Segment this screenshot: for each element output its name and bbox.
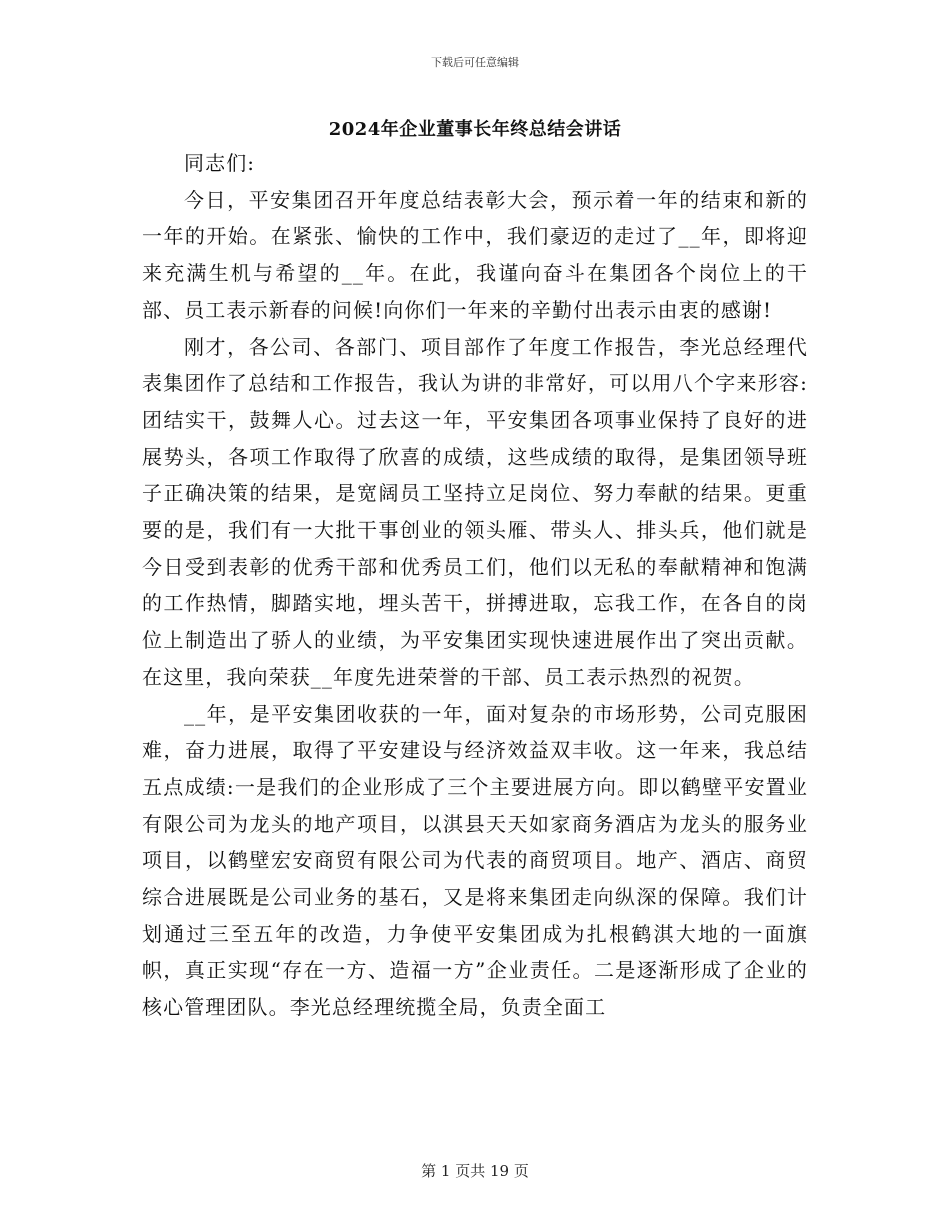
paragraph-2: 刚才，各公司、各部门、项目部作了年度工作报告，李光总经理代表集团作了总结和工作报告，我认为讲的非常好，可以用八个字来形容:团结实干，鼓舞人心。过去这一年，平安集团各项事业保持了良好的进展势头，各项工作取得了欣喜的成绩，这些成绩的取得，是集团领导班子正确决策的结果，是宽阔员工坚持立足岗位、努力奉献的结果。更重要的是，我们有一大批干事创业的领头雁、带头人、排头兵，他们就是今日受到表彰的优秀干部和优秀员工们，他们以无私的奉献精神和饱满的工作热情，脚踏实地，埋头苦干，拼搏进取，忘我工作，在各自的岗位上制造出了骄人的业绩，为平安集团实现快速进展作出了突出贡献。在这里，我向荣获__年度先进荣誉的干部、员工表示热烈的祝贺。: [142, 334, 808, 689]
paragraph-1: 今日，平安集团召开年度总结表彰大会，预示着一年的结束和新的一年的开始。在紧张、愉快的工作中，我们豪迈的走过了__年，即将迎来充满生机与希望的__年。在此，我谨向奋斗在集团各个岗位上的干部、员工表示新春的问候!向你们一年来的辛勤付出表示由衷的感谢!: [142, 187, 808, 322]
page-footer: 第 1 页共 19 页: [421, 1162, 529, 1180]
salutation: 同志们:: [184, 151, 256, 175]
paragraph-3: __年，是平安集团收获的一年，面对复杂的市场形势，公司克服困难，奋力进展，取得了平安建设与经济效益双丰收。这一年来，我总结五点成绩:一是我们的企业形成了三个主要进展方向。即以鹤壁平安置业有限公司为龙头的地产项目，以淇县天天如家商务酒店为龙头的服务业项目，以鹤壁宏安商贸有限公司为代表的商贸项目。地产、酒店、商贸综合进展既是公司业务的基石，又是将来集团走向纵深的保障。我们计划通过三至五年的改造，力争使平安集团成为扎根鹤淇大地的一面旗帜，真正实现“存在一方、造福一方”企业责任。二是逐渐形成了企业的核心管理团队。李光总经理统揽全局，负责全面工: [142, 701, 808, 1020]
header-note: 下载后可任意编辑: [431, 56, 519, 69]
document-body: [142, 145, 808, 1026]
document-title: 2024年企业董事长年终总结会讲话: [328, 119, 622, 140]
